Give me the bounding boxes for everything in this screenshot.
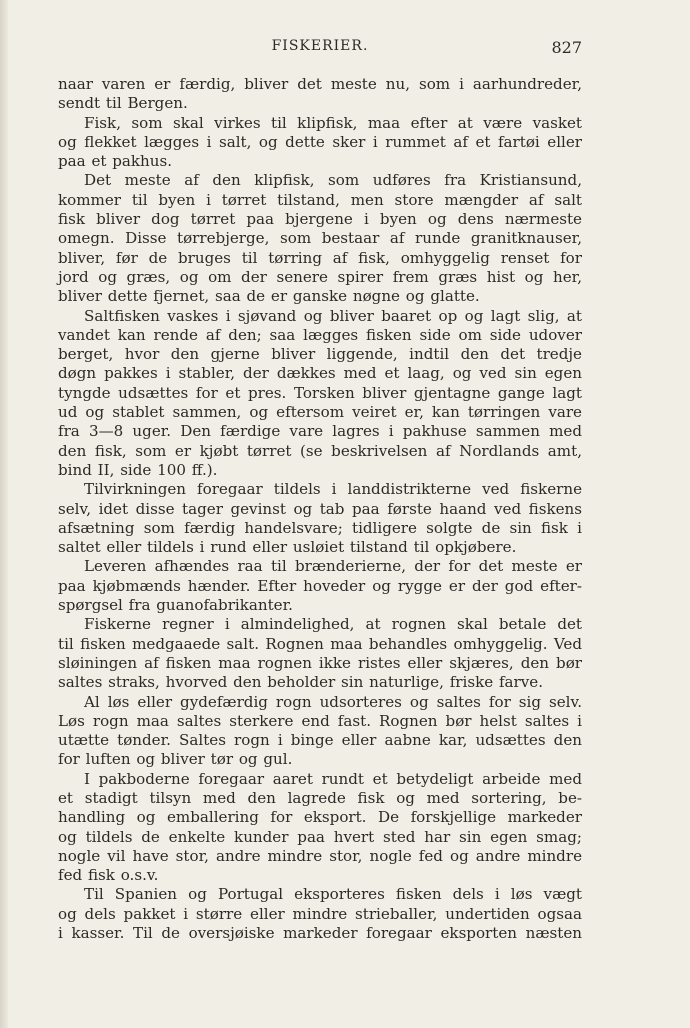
text-line: utætte tønder. Saltes rogn i binge eller aabne kar, udsættes den [58, 731, 582, 750]
text-line: fra 3—8 uger. Den færdige vare lagres i pakhuse sammen med [58, 422, 582, 441]
text-line: bind II, side 100 ff.). [58, 460, 218, 479]
text-line: et stadigt tilsyn med den lagrede fisk og med sortering, be- [58, 788, 582, 807]
text-line: og flekket lægges i salt, og dette sker i rummet af et fartøi eller [58, 132, 582, 151]
running-head: FISKERIER. [271, 38, 369, 54]
text-line: afsætning som færdig handelsvare; tidligere solgte de sin fisk i [58, 518, 582, 537]
text-line: ud og stablet sammen, og eftersom veiret er, kan tørringen vare [58, 403, 582, 422]
text-line: Fiskerne regner i almindelighed, at rognen skal betale det [84, 615, 582, 634]
page-number: 827 [551, 38, 582, 57]
text-line: naar varen er færdig, bliver det meste nu, som i aarhundreder, [58, 75, 582, 93]
text-line: saltet eller tildels i rund eller usløiet tilstand til opkjøbere. [58, 538, 517, 557]
text-line: spørgsel fra guanofabrikanter. [58, 596, 293, 615]
text-line: fed fisk o.s.v. [58, 866, 159, 885]
text-line: paa kjøbmænds hænder. Efter hoveder og rygge er der god efter- [58, 576, 582, 595]
text-line: Det meste af den klipfisk, som udføres fra Kristiansund, [84, 171, 582, 190]
text-line: paa et pakhus. [58, 152, 173, 171]
text-line: bliver dette fjernet, saa de er ganske nøgne og glatte. [58, 287, 480, 306]
text-line: og dels pakket i større eller mindre strieballer, undertiden ogsaa [58, 904, 582, 923]
text-line: I pakboderne foregaar aaret rundt et betydeligt arbeide med [84, 769, 582, 788]
text-line: og tildels de enkelte kunder paa hvert sted har sin egen smag; [58, 827, 582, 846]
text-line: til fisken medgaaede salt. Rognen maa behandles omhyggelig. Ved [58, 634, 582, 653]
text-line: Saltfisken vaskes i sjøvand og bliver baaret op og lagt slig, at [84, 306, 582, 325]
text-line: selv, idet disse tager gevinst og tab paa første haand ved fiskens [58, 499, 582, 518]
page-spine-edge [0, 0, 8, 1028]
text-line: Tilvirkningen foregaar tildels i landdistrikterne ved fiskerne [84, 480, 582, 499]
text-line: Al løs eller gydefærdig rogn udsorteres og saltes for sig selv. [84, 692, 582, 711]
text-line: sendt til Bergen. [58, 94, 188, 113]
page-header [58, 38, 582, 58]
text-line: kommer til byen i tørret tilstand, men store mængder af salt [58, 190, 582, 209]
text-line: omegn. Disse tørrebjerge, som bestaar af runde granitknauser, [58, 229, 582, 248]
body-text [58, 75, 582, 943]
text-line: berget, hvor den gjerne bliver liggende, indtil den det tredje [58, 345, 582, 364]
text-line: Fisk, som skal virkes til klipfisk, maa efter at være vasket [84, 113, 582, 132]
text-line: Til Spanien og Portugal eksporteres fisken dels i løs vægt [84, 885, 582, 904]
text-line: fisk bliver dog tørret paa bjergene i byen og dens nærmeste [58, 210, 582, 229]
text-line: bliver, før de bruges til tørring af fisk, omhyggelig renset for [58, 248, 582, 267]
text-line: Leveren afhændes raa til brænderierne, der for det meste er [84, 557, 582, 576]
text-line: handling og emballering for eksport. De forskjellige markeder [58, 808, 582, 827]
text-line: sløiningen af fisken maa rognen ikke ristes eller skjæres, den bør [58, 653, 582, 672]
text-line: saltes straks, hvorved den beholder sin naturlige, friske farve. [58, 673, 544, 692]
text-line: vandet kan rende af den; saa lægges fisken side om side udover [58, 325, 582, 344]
text-line: den fisk, som er kjøbt tørret (se beskrivelsen af Nordlands amt, [58, 441, 582, 460]
text-line: tyngde udsættes for et pres. Torsken bliver gjentagne gange lagt [58, 383, 582, 402]
text-line: Løs rogn maa saltes sterkere end fast. Rognen bør helst saltes i [58, 711, 582, 730]
text-line: for luften og bliver tør og gul. [58, 750, 293, 769]
text-line: jord og græs, og om der senere spirer frem græs hist og her, [58, 267, 582, 286]
text-line: døgn pakkes i stabler, der dækkes med et laag, og ved sin egen [58, 364, 582, 383]
text-line: nogle vil have stor, andre mindre stor, nogle fed og andre mindre [58, 846, 582, 865]
text-line: i kasser. Til de oversjøiske markeder foregaar eksporten næsten [58, 924, 582, 943]
